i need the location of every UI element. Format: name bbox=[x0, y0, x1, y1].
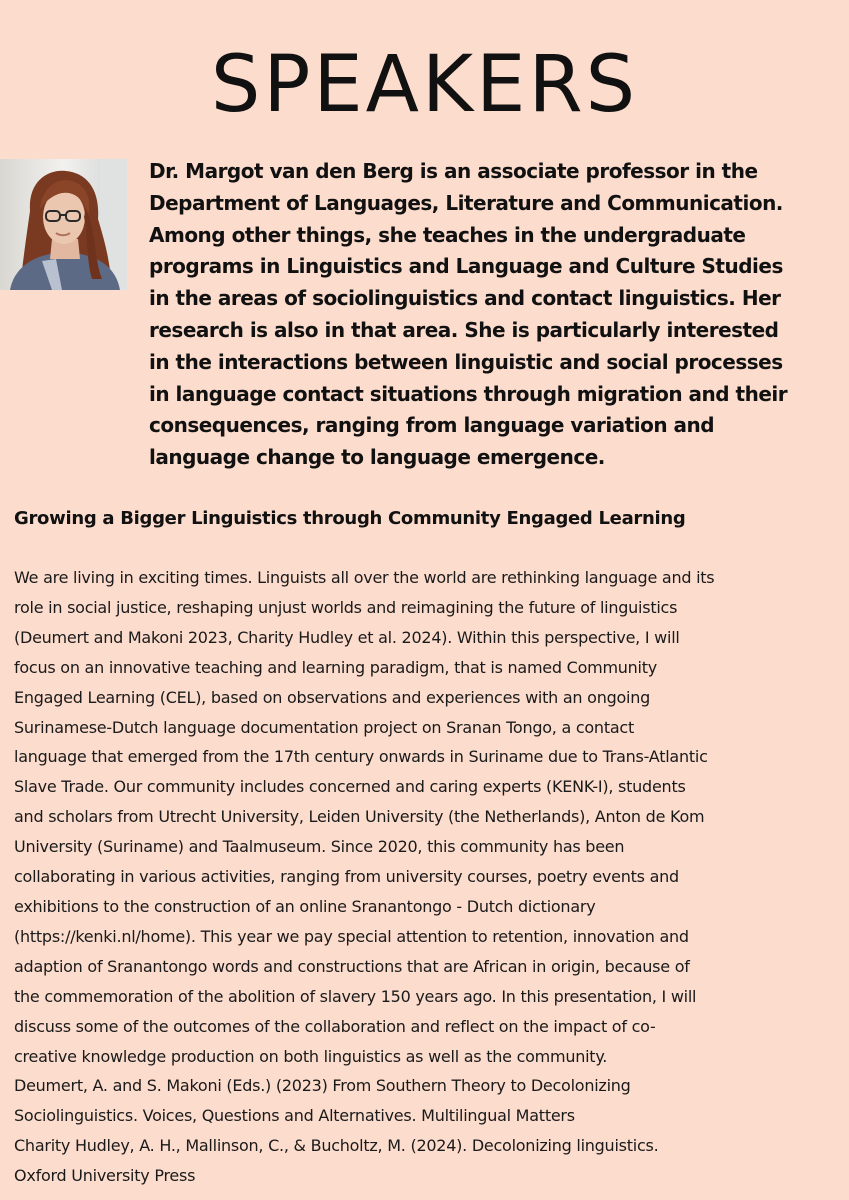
bio-line: language change to language emergence. bbox=[149, 445, 605, 470]
reference-line: Sociolinguistics. Voices, Questions and Alternatives. Multilingual Matters bbox=[14, 1106, 575, 1126]
bio-line: Among other things, she teaches in the undergraduate bbox=[149, 222, 746, 247]
bio-line: in language contact situations through migration and their bbox=[149, 381, 788, 406]
abstract-line: focus on an innovative teaching and learning paradigm, that is named Community bbox=[14, 657, 657, 677]
abstract-line: adaption of Sranantongo words and constructions that are African in origin, because of bbox=[14, 956, 690, 976]
abstract-line: creative knowledge production on both linguistics as well as the community. bbox=[14, 1046, 608, 1066]
bio-line: in the areas of sociolinguistics and contact linguistics. Her bbox=[149, 286, 781, 311]
bio-line: research is also in that area. She is particularly interested bbox=[149, 317, 779, 342]
abstract-line: role in social justice, reshaping unjust worlds and reimagining the future of linguistics bbox=[14, 597, 678, 617]
abstract-line: Engaged Learning (CEL), based on observations and experiences with an ongoing bbox=[14, 687, 651, 707]
abstract-line: the commemoration of the abolition of slavery 150 years ago. In this presentation, I will bbox=[14, 986, 697, 1006]
speaker-bio bbox=[149, 156, 849, 474]
abstract-line: discuss some of the outcomes of the collaboration and reflect on the impact of co- bbox=[14, 1016, 656, 1036]
bio-line: in the interactions between linguistic and social processes bbox=[149, 349, 783, 374]
talk-title: Growing a Bigger Linguistics through Community Engaged Learning bbox=[14, 508, 686, 529]
abstract-line: University (Suriname) and Taalmuseum. Since 2020, this community has been bbox=[14, 837, 625, 857]
abstract-line: exhibitions to the construction of an online Sranantongo - Dutch dictionary bbox=[14, 896, 596, 916]
reference-line: Deumert, A. and S. Makoni (Eds.) (2023) From Southern Theory to Decolonizing bbox=[14, 1076, 631, 1096]
bio-line: Dr. Margot van den Berg is an associate professor in the bbox=[149, 159, 758, 183]
reference-line: Oxford University Press bbox=[14, 1166, 196, 1186]
abstract-line: Slave Trade. Our community includes concerned and caring experts (KENK-I), students bbox=[14, 777, 686, 797]
bio-line: consequences, ranging from language variation and bbox=[149, 413, 715, 438]
talk-abstract bbox=[14, 563, 846, 1191]
page-title: SPEAKERS bbox=[210, 40, 639, 130]
reference-line: Charity Hudley, A. H., Mallinson, C., & Bucholtz, M. (2024). Decolonizing linguistics. bbox=[14, 1136, 659, 1156]
abstract-line: Surinamese-Dutch language documentation project on Sranan Tongo, a contact bbox=[14, 717, 634, 737]
speaker-portrait bbox=[0, 159, 127, 290]
abstract-line: collaborating in various activities, ranging from university courses, poetry events and bbox=[14, 867, 679, 887]
bio-line: programs in Linguistics and Language and Culture Studies bbox=[149, 254, 783, 279]
abstract-line: (Deumert and Makoni 2023, Charity Hudley et al. 2024). Within this perspective, I will bbox=[14, 627, 680, 647]
abstract-line: We are living in exciting times. Linguists all over the world are rethinking language and its bbox=[14, 568, 715, 587]
abstract-line: language that emerged from the 17th century onwards in Suriname due to Trans-Atlantic bbox=[14, 747, 708, 767]
abstract-line: (https://kenki.nl/home). This year we pay special attention to retention, innovation and bbox=[14, 926, 689, 946]
bio-line: Department of Languages, Literature and Communication. bbox=[149, 190, 783, 215]
abstract-line: and scholars from Utrecht University, Leiden University (the Netherlands), Anton de Kom bbox=[14, 807, 705, 827]
